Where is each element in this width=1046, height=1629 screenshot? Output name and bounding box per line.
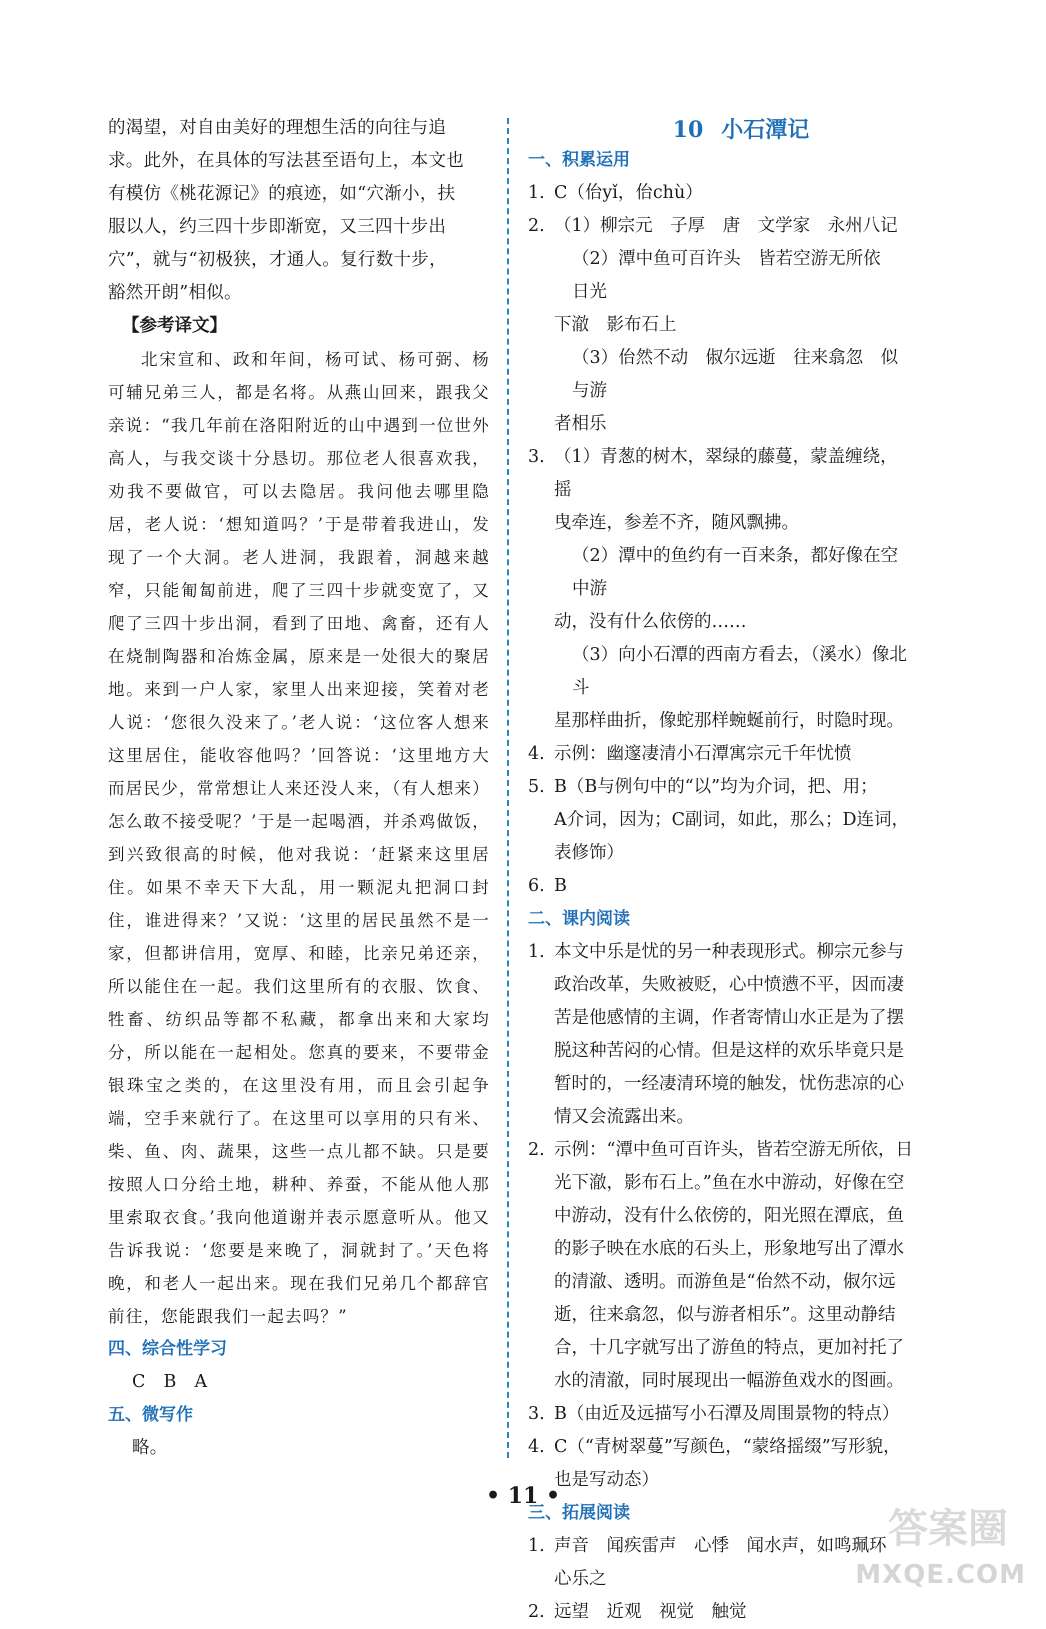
item-line: 苦是他感情的主调，作者寄情山水正是为了摆 <box>554 1008 904 1028</box>
microwriting-answer: 略。 <box>132 1438 168 1458</box>
item-line: 的影子映在水底的石头上，形象地写出了潭水 <box>554 1239 904 1259</box>
item-line: （3）佁然不动 俶尔远逝 往来翕忽 似与游 <box>572 348 899 401</box>
item-line: 的清澈、透明。而游鱼是“佁然不动，俶尔远 <box>554 1272 896 1292</box>
watermark-url: MXQE.COM <box>855 1560 1026 1590</box>
item-line: B（B与例句中的“以”均为介词，把、用； <box>554 777 878 797</box>
intro-line: 服以人，约三四十步即渐宽，又三四十步出 <box>108 217 447 237</box>
item-line: 暂时的，一经凄清环境的触发，忧伤悲凉的心 <box>554 1074 904 1094</box>
item-line: C（“青树翠蔓”写颜色，“蒙络摇缀”写形貌， <box>554 1437 901 1457</box>
lesson-name: 小石潭记 <box>721 117 810 143</box>
column-divider <box>507 118 509 1458</box>
answer-item <box>528 1398 914 1431</box>
item-line: 示例：“潭中鱼可百许头，皆若空游无所依，日 <box>554 1140 913 1160</box>
translation-paragraph: 北宋宣和、政和年间，杨可试、杨可弼、杨可辅兄弟三人，都是名将。从燕山回来，跟我父亲说：“我几年前在洛阳附近的山中遇到一位世外高人，与我交谈十分恳切。那位老人很喜欢我，劝我不要做官，可以去隐居。我问他去哪里隐居，老人说：‘想知道吗？’于是带着我进山，发现了一个大洞。老人进洞，我跟着，洞越来越窄，只能匍匐前进，爬了三四十步就变宽了，又爬了三四十步出洞，看到了田地、禽畜，还有人在烧制陶器和冶炼金属，原来是一处很大的聚居地。来到一户人家，家里人出来迎接，笑着对老人说：‘您很久没来了。’老人说：‘这位客人想来这里居住，能收容他吗？’回答说：‘这里地方大而居民少，常常想让人来还没人来，（有人想来）怎么敢不接受呢？’于是一起喝酒，并杀鸡做饭，到兴致很高的时候，他对我说：‘赶紧来这里居住。如果不幸天下大乱，用一颗泥丸把洞口封住，谁进得来？’又说：‘这里的居民虽然不是一家，但都讲信用，宽厚、和睦，比亲兄弟还亲，所以能住在一起。我们这里所有的衣服、饮食、牲畜、纺织品等都不私藏，都拿出来和大家均分，所以能在一起相处。您真的要来，不要带金银珠宝之类的，在这里没有用，而且会引起争端，空手来就行了。在这里可以享用的只有米、柴、鱼、肉、蔬果，这些一点儿都不缺。只是要按照人口分给土地，耕种、养蚕，不能从他人那里索取衣食。’我向他道谢并表示愿意听从。他又告诉我说：‘您要是来晚了，洞就封了。’天色将晚，和老人一起出来。现在我们兄弟几个都辞官前往，您能跟我们一起去吗？” <box>108 350 490 1326</box>
item-number: 2. <box>528 1602 545 1622</box>
page-number: • 11 • <box>485 1483 561 1509</box>
intro-line: 的渴望，对自由美好的理想生活的向往与追 <box>108 118 447 138</box>
item-line: （2）潭中鱼可百许头 皆若空游无所依 日光 <box>572 249 899 302</box>
answer-item <box>528 441 914 738</box>
item-line: 心乐之 <box>554 1569 607 1589</box>
item-number: 4. <box>528 744 545 764</box>
item-line: 水的清澈，同时展现出一幅游鱼戏水的图画。 <box>554 1371 904 1391</box>
item-number: 3. <box>528 447 545 467</box>
section-heading-microwriting: 五、微写作 <box>108 1405 193 1425</box>
reference-translation-heading: 【参考译文】 <box>122 316 227 336</box>
item-line: A介词，因为；C副词，如此，那么；D连词， <box>554 810 910 830</box>
lesson-title <box>528 112 914 148</box>
item-text: 示例：幽邃凄清小石潭寓宗元千年忧愤 <box>554 744 852 764</box>
item-line: 本文中乐是忧的另一种表现形式。柳宗元参与 <box>554 942 904 962</box>
item-line: 星那样曲折，像蛇那样蜿蜒前行，时隐时现。 <box>554 711 904 731</box>
answer-item <box>528 870 914 903</box>
item-line: （2）潭中的鱼约有一百来条，都好像在空中游 <box>572 546 899 599</box>
item-line: 脱这种苦闷的心情。但是这样的欢乐毕竟只是 <box>554 1041 904 1061</box>
answer-item <box>528 738 914 771</box>
item-line: 下澈 影布石上 <box>554 315 677 335</box>
item-line: （3）向小石潭的西南方看去，（溪水）像北斗 <box>572 645 907 698</box>
section-heading-comprehensive: 四、综合性学习 <box>108 1339 227 1359</box>
item-line: 表修饰） <box>554 843 624 863</box>
item-number: 2. <box>528 1140 545 1160</box>
answer-item <box>528 936 914 1134</box>
left-column <box>108 112 490 1465</box>
answer-item <box>528 1596 914 1629</box>
item-text: B（由近及远描写小石潭及周围景物的特点） <box>554 1404 900 1424</box>
answer-item <box>528 1134 914 1398</box>
item-line: 声音 闻疾雷声 心悸 闻水声，如鸣珮环 <box>554 1536 887 1556</box>
item-text: B <box>554 876 567 896</box>
item-number: 1. <box>528 1536 545 1556</box>
comprehensive-answer: C B A <box>132 1372 208 1392</box>
answer-item <box>528 771 914 870</box>
intro-line: 有模仿《桃花源记》的痕迹，如“穴渐小，扶 <box>108 184 456 204</box>
item-number: 1. <box>528 942 545 962</box>
item-number: 4. <box>528 1437 545 1457</box>
item-line: 者相乐 <box>554 414 607 434</box>
answer-item <box>528 210 914 441</box>
item-line: （1）柳宗元 子厚 唐 文学家 永州八记 <box>554 216 898 236</box>
right-column <box>528 112 914 1629</box>
watermark-text: 答案圈 <box>888 1506 1008 1552</box>
section-heading-accumulation: 一、积累运用 <box>528 150 630 170</box>
item-line: （1）青葱的树木，翠绿的藤蔓，蒙盖缠绕，摇 <box>554 447 898 500</box>
item-number: 3. <box>528 1404 545 1424</box>
item-line: 中游动，没有什么依傍的，阳光照在潭底，鱼 <box>554 1206 904 1226</box>
item-number: 6. <box>528 876 545 896</box>
item-line: 情又会流露出来。 <box>554 1107 694 1127</box>
item-text: C（佁yǐ，佁chù） <box>554 183 703 203</box>
intro-line: 豁然开朗”相似。 <box>108 283 242 303</box>
intro-paragraph <box>108 112 490 310</box>
item-number: 5. <box>528 777 545 797</box>
answer-item <box>528 177 914 210</box>
lesson-number: 10 <box>672 117 704 143</box>
intro-line: 求。此外，在具体的写法甚至语句上，本文也 <box>108 151 464 171</box>
item-line: 政治改革，失败被贬，心中愤懑不平，因而凄 <box>554 975 904 995</box>
watermark-logo <box>855 1504 1028 1594</box>
intro-line: 穴”，就与“初极狭，才通人。复行数十步， <box>108 250 447 270</box>
item-number: 2. <box>528 216 545 236</box>
item-line: 曳牵连，参差不齐，随风飘拂。 <box>554 513 799 533</box>
section-heading-in-class-reading: 二、课内阅读 <box>528 909 630 929</box>
item-line: 逝，往来翕忽，似与游者相乐”。这里动静结 <box>554 1305 896 1325</box>
item-line: 也是写动态） <box>554 1470 659 1490</box>
section-heading-extended-reading: 三、拓展阅读 <box>528 1503 630 1523</box>
item-line: 光下澈，影布石上。”鱼在水中游动，好像在空 <box>554 1173 905 1193</box>
item-text: 远望 近观 视觉 触觉 <box>554 1602 747 1622</box>
item-line: 动，没有什么依傍的…… <box>554 612 747 632</box>
item-number: 1. <box>528 183 545 203</box>
item-line: 合，十几字就写出了游鱼的特点，更加衬托了 <box>554 1338 904 1358</box>
